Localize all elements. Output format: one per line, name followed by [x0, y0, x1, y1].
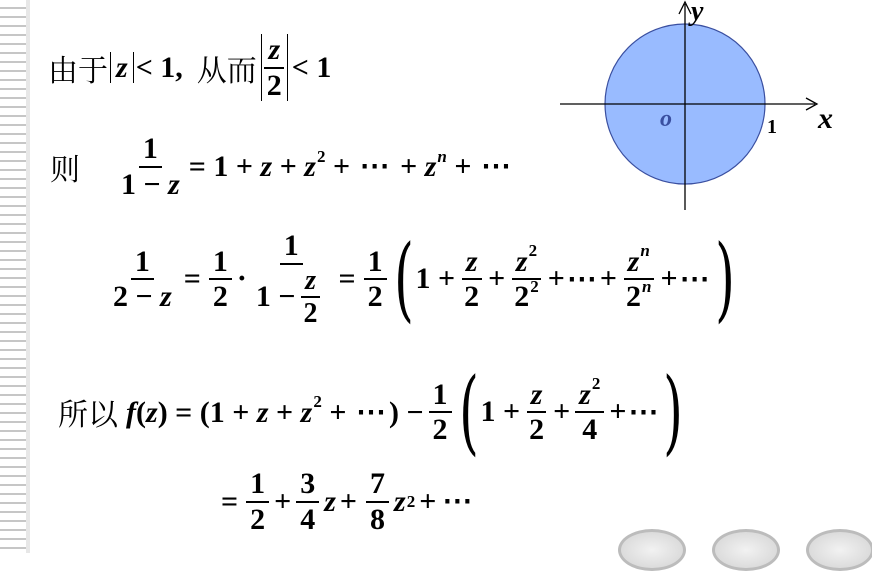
frac-7-8: $\frac{7}{8}$: [366, 468, 389, 535]
ineq-1: < 1,: [135, 50, 183, 84]
frac-3-4: $\frac{3}{4}$: [296, 468, 319, 535]
frac-half-c: $\frac{1}{2}$: [429, 379, 452, 446]
line-2: [50, 133, 514, 200]
frac-half-b: $\frac{1}{2}$: [364, 246, 387, 313]
origin-label: o: [660, 106, 672, 132]
frac-1-over-1-minus-z-half: 1 1 − $\frac{z}{2}$: [252, 230, 331, 328]
series-quarters: 1 + $\frac{z}{2}$ + $\frac{z^2}{4}$ + ⋯: [480, 374, 660, 446]
f-of-z: $f(z) = (1 + z + z^2$ + ⋯) −: [126, 392, 424, 429]
abs-z-over-2: $\frac{z}{2}$: [261, 34, 288, 101]
left-margin-shadow: [26, 0, 30, 553]
text-conger: 从而: [196, 53, 257, 89]
line-1: [48, 34, 331, 101]
paren-open: (: [393, 225, 414, 333]
unit-disc-figure: [560, 0, 860, 220]
y-label: y: [691, 0, 704, 27]
abs-z: z: [110, 52, 134, 84]
text-ze: 则: [50, 152, 80, 188]
text-suoyi: 所以: [58, 398, 118, 433]
text-youyu: 由于: [48, 53, 108, 89]
series-halves: 1 + $\frac{z}{2}$ + $\frac{z^2}{2^2}$ + ⋯ + $\frac{z^n}{2^n}$ + ⋯: [415, 241, 711, 314]
line-5: = $\frac{1}{2}$ + $\frac{3}{4}$ z + $\frac{7}{8}$ z 2 + ⋯: [221, 467, 474, 536]
one-label: 1: [767, 116, 777, 138]
nav-oval-2[interactable]: [712, 529, 780, 571]
frac-1-2: $\frac{1}{2}$: [246, 468, 269, 535]
series-geometric: = $1 + z + z^2$ + ⋯ + $z^n$ + ⋯: [188, 146, 512, 183]
frac-1-over-2-minus-z: $\frac{1}{2 - z}$: [113, 244, 172, 314]
left-margin-rail: [0, 0, 26, 553]
paren-close-2: ): [663, 358, 684, 465]
x-label: x: [818, 102, 833, 135]
frac-half-a: $\frac{1}{2}$: [209, 246, 232, 313]
paren-close: ): [714, 225, 735, 333]
frac-1-over-1-minus-z: $\frac{1}{1 - z}$: [121, 132, 180, 201]
paren-open-2: (: [458, 358, 479, 465]
nav-oval-1[interactable]: [618, 529, 686, 571]
nav-oval-3[interactable]: [806, 529, 872, 571]
line-4: [58, 358, 685, 465]
line-3: $\frac{1}{2 - z}$ = $\frac{1}{2}$ · 1 1 − $\frac{z}{2}$ = $\frac{1}{2}$ ( 1 + $\frac{z}{2}$ + $\frac{z^2}{2^2}$ + ⋯ + $\frac{z^n}{2^n}$ + ⋯ ): [104, 230, 736, 328]
ineq-2: < 1: [291, 50, 332, 84]
